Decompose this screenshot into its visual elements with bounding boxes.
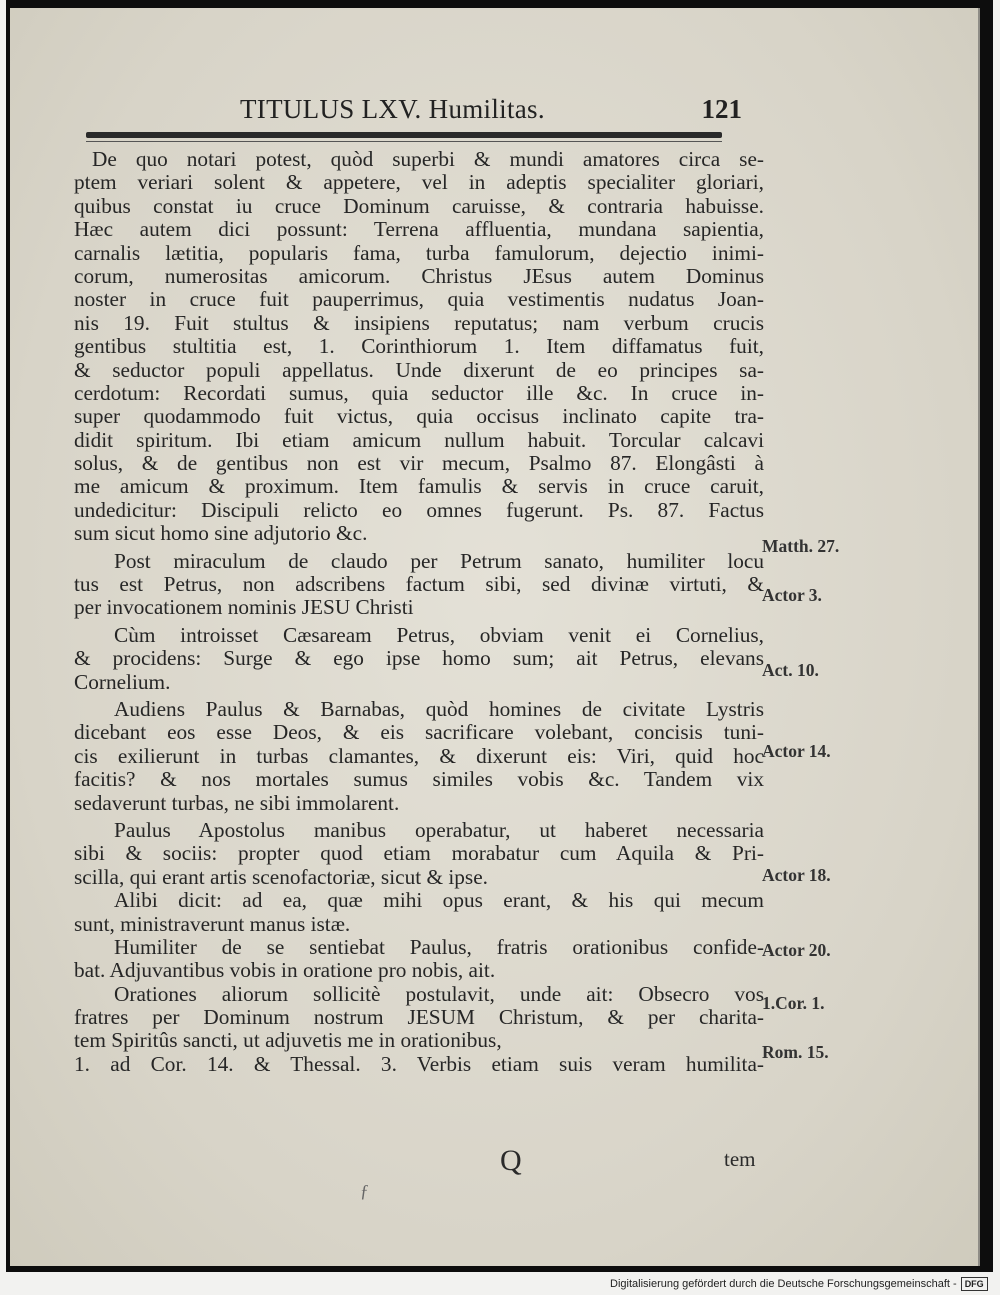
text-line: Paulus Apostolus manibus operabatur, ut haberet necessaria <box>114 817 764 842</box>
text-line: Alibi dicit: ad ea, quæ mihi opus erant, & his qui mecum <box>114 888 764 913</box>
text-line: facitis? & nos mortales sumus similes vobis &c. Tandem vix <box>74 767 764 792</box>
dfg-logo: DFG <box>961 1277 988 1291</box>
footer-text: Digitalisierung gefördert durch die Deutsche Forschungsgemeinschaft - <box>610 1277 957 1290</box>
catchword: tem <box>724 1147 756 1171</box>
text-line: super quodammodo fuit victus, quia occisus inclinato capite tra- <box>74 404 764 429</box>
text-line: De quo notari potest, quòd superbi & mundi amatores circa se- <box>92 147 764 171</box>
text-line: Audiens Paulus & Barnabas, quòd homines de civitate Lystris <box>114 696 764 721</box>
text-line: cerdotum: Recordati sumus, quia seductor ille &c. In cruce in- <box>74 380 764 405</box>
text-line: ptem veriari solent & appetere, vel in adeptis specialiter gloriari, <box>74 170 764 195</box>
margin-note: Actor 20. <box>762 940 831 960</box>
margin-note: Rom. 15. <box>762 1042 829 1062</box>
text-line: cis exilierunt in turbas clamantes, & dixerunt eis: Viri, quid hoc <box>74 743 764 768</box>
body-text <box>74 148 764 1076</box>
header-rule <box>86 132 722 138</box>
text-line: sedaverunt turbas, ne sibi immolarent. <box>74 790 400 815</box>
text-line: Post miraculum de claudo per Petrum sanato, humiliter locu <box>114 548 764 573</box>
text-line: sum sicut homo sine adjutorio &c. <box>74 521 368 546</box>
text-line: & procidens: Surge & ego ipse homo sum; ait Petrus, elevans <box>74 646 764 671</box>
text-line: & seductor populi appellatus. Unde dixerunt de eo principes sa- <box>74 357 764 382</box>
running-title: TITULUS LXV. Humilitas. <box>240 94 545 124</box>
signature-mark: Q <box>500 1144 522 1177</box>
text-line: undedicitur: Discipuli relicto eo omnes fugerunt. Ps. 87. Factus <box>74 497 764 522</box>
margin-note: Actor 18. <box>762 865 831 885</box>
text-line: me amicum & proximum. Item famulis & servis in cruce caruit, <box>74 474 764 499</box>
text-line: Orationes aliorum sollicitè postulavit, unde ait: Obsecro vos <box>114 981 764 1006</box>
running-header <box>228 92 748 132</box>
text-line: sunt, ministraverunt manus istæ. <box>74 911 351 936</box>
text-line: tem Spiritûs sancti, ut adjuvetis me in orationibus, <box>74 1028 502 1053</box>
text-line: didit spiritum. Ibi etiam amicum nullum habuit. Torcular calcavi <box>74 427 764 452</box>
text-line: noster in cruce fuit pauperrimus, quia vestimentis nudatus Joan- <box>74 287 764 312</box>
page-mark: ƒ <box>360 1181 369 1201</box>
text-line: bat. Adjuvantibus vobis in oratione pro nobis, ait. <box>74 958 496 983</box>
text-line: sibi & sociis: propter quod etiam morabatur cum Aquila & Pri- <box>74 841 764 866</box>
text-line: Hæc autem dici possunt: Terrena affluentia, mundana sapientia, <box>74 217 764 242</box>
text-line: scilla, qui erant artis scenofactoriæ, sicut & ipse. <box>74 864 488 889</box>
text-line: Cornelium. <box>74 669 171 694</box>
margin-note: 1.Cor. 1. <box>762 993 825 1013</box>
page-number: 121 <box>701 94 742 124</box>
text-line: per invocationem nominis JESU Christi <box>74 595 414 620</box>
header-rule-thin <box>86 141 722 142</box>
text-line: corum, numerositas amicorum. Christus JEsus autem Dominus <box>74 263 764 288</box>
text-line: gentibus stultitia est, 1. Corinthiorum 1. Item diffamatus fuit, <box>74 334 764 359</box>
book-page <box>10 8 980 1266</box>
margin-note: Actor 3. <box>762 585 822 605</box>
text-line: fratres per Dominum nostrum JESUM Christum, & per charita- <box>74 1005 764 1030</box>
text-line: Cùm introisset Cæsaream Petrus, obviam venit ei Cornelius, <box>114 622 764 647</box>
text-line: solus, & de gentibus non est vir mecum, Psalmo 87. Elongâsti à <box>74 451 764 476</box>
text-line: nis 19. Fuit stultus & insipiens reputatus; nam verbum crucis <box>74 310 764 335</box>
text-line: carnalis lætitia, popularis fama, turba famulorum, dejectio inimi- <box>74 240 764 265</box>
text-line: Humiliter de se sentiebat Paulus, fratris orationibus confide- <box>114 934 764 959</box>
text-line: quibus constat iu cruce Dominum caruisse, & contraria habuisse. <box>74 193 764 218</box>
text-line: dicebant eos esse Deos, & eis sacrificare volebant, concisis tuni- <box>74 720 764 745</box>
digitization-footer <box>610 1277 998 1293</box>
margin-note: Matth. 27. <box>762 536 840 556</box>
text-line: 1. ad Cor. 14. & Thessal. 3. Verbis etiam suis veram humilita- <box>74 1051 764 1076</box>
margin-note: Act. 10. <box>762 660 819 680</box>
margin-note: Actor 14. <box>762 741 831 761</box>
text-line: tus est Petrus, non adscribens factum sibi, sed divinæ virtuti, & <box>74 572 764 597</box>
